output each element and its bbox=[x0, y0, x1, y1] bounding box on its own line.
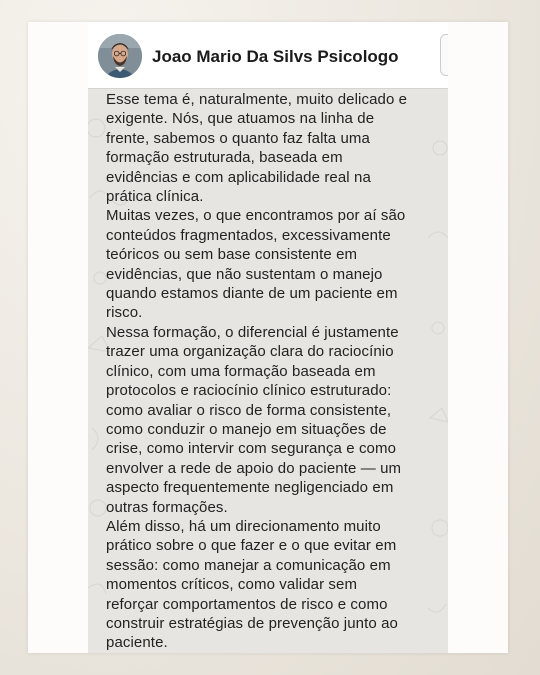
message-line: risco. bbox=[106, 304, 143, 322]
message-line: outras formações. bbox=[106, 498, 228, 516]
message-line: construir estratégias de prevenção junto ao bbox=[106, 614, 398, 632]
message-text bbox=[106, 90, 440, 653]
contact-name[interactable]: Joao Mario Da Silvs Psicologo bbox=[152, 47, 399, 66]
message-line: como avaliar o risco de forma consistente, bbox=[106, 401, 392, 419]
message-line: envolver a rede de apoio do paciente — um bbox=[106, 459, 402, 477]
message-line: Nessa formação, o diferencial é justamente bbox=[106, 323, 399, 341]
message-line: quando estamos diante de um paciente em bbox=[106, 285, 398, 303]
message-line: evidências, que não sustentam o manejo bbox=[106, 265, 383, 283]
message-line: momentos críticos, como validar sem bbox=[106, 576, 358, 594]
message-line: trazer uma organização clara do raciocínio bbox=[106, 343, 394, 361]
message-line: Muitas vezes, o que encontramos por aí são bbox=[106, 207, 406, 225]
message-line: prático sobre o que fazer e o que evitar em bbox=[106, 537, 397, 555]
message-line: como conduzir o manejo em situações de bbox=[106, 420, 387, 438]
message-line: conteúdos fragmentados, excessivamente bbox=[106, 226, 391, 244]
header-action-button[interactable] bbox=[440, 34, 448, 76]
message-line: exigente. Nós, que atuamos na linha de bbox=[106, 110, 375, 128]
message-line: paciente. bbox=[106, 634, 168, 652]
message-line: sessão: como manejar a comunicação em bbox=[106, 556, 391, 574]
chat-header bbox=[88, 22, 448, 89]
contact-avatar[interactable] bbox=[98, 34, 142, 78]
message-line: clínico, com uma formação baseada em bbox=[106, 362, 376, 380]
message-line: frente, sabemos o quanto faz falta uma bbox=[106, 129, 370, 147]
message-line: formação estruturada, baseada em bbox=[106, 149, 343, 167]
chat-screenshot bbox=[88, 22, 448, 653]
message-line: reforçar comportamentos de risco e como bbox=[106, 595, 388, 613]
message-line: aspecto frequentemente negligenciado em bbox=[106, 479, 394, 497]
person-photo-icon bbox=[98, 34, 142, 78]
message-line: prática clínica. bbox=[106, 188, 204, 206]
message-line: crise, como intervir com segurança e como bbox=[106, 440, 397, 458]
message-line: protocolos e raciocínio clínico estruturado: bbox=[106, 382, 392, 400]
message-line: Esse tema é, naturalmente, muito delicado e bbox=[106, 91, 408, 108]
message-line: Além disso, há um direcionamento muito bbox=[106, 517, 381, 535]
message-line: teóricos ou sem base consistente em bbox=[106, 246, 358, 264]
message-line: evidências e com aplicabilidade real na bbox=[106, 168, 371, 186]
